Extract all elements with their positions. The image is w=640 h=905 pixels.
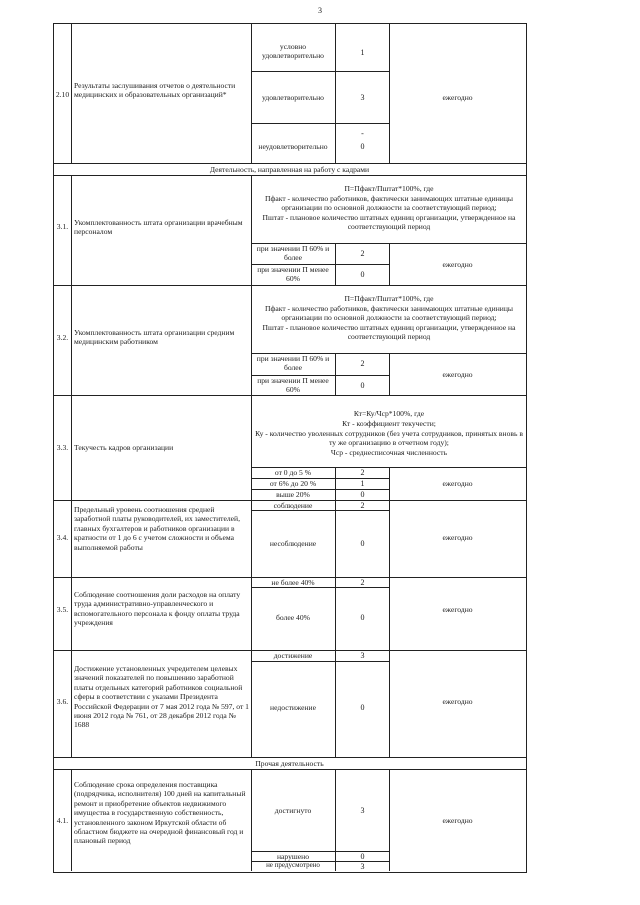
criterion-condition: от 6% до 20 % — [269, 479, 317, 488]
score-value: 0 — [360, 852, 365, 861]
criterion-name: Укомплектованность штата организации врачебным персоналом — [74, 218, 243, 237]
frequency: ежегодно — [442, 816, 473, 825]
criterion-condition: соблюдение — [273, 501, 313, 510]
frequency: ежегодно — [442, 533, 473, 542]
score-value: 2 — [360, 501, 365, 510]
criterion-condition: при значении П 60% и более — [256, 244, 330, 263]
dash-mark: - — [361, 129, 364, 138]
criterion-name: Текучесть кадров организации — [74, 443, 174, 452]
criterion-condition: не более 40% — [271, 578, 315, 587]
score-value: 3 — [360, 806, 365, 815]
criterion-condition: от 0 до 5 % — [274, 468, 312, 477]
formula: Кт=Ку/Чср*100%, где — [353, 409, 425, 418]
criterion-condition: неудовлетворительно — [258, 142, 328, 151]
row-number: 3.1. — [56, 222, 69, 231]
score-value: 2 — [360, 578, 365, 587]
score-value: 0 — [360, 490, 365, 499]
score-value: 0 — [360, 142, 365, 151]
criterion-name: Достижение установленных учредителем целевых значений показателей по повышению заработной платы отдельных категорий работников социальной сферы в соответствии с указами Президента Российской Федерации от 7 мая 2012 года № 597, от 1 июня 2012 года № 761, от 28 декабря 2012 года № 1688 — [74, 664, 249, 730]
score-value: 3 — [360, 862, 365, 871]
col-divider — [251, 769, 252, 871]
frequency: ежегодно — [442, 260, 473, 269]
score-value: 3 — [360, 93, 365, 102]
formula: П=Пфакт/Пштат*100%, где — [344, 184, 434, 193]
score-value: 1 — [360, 48, 365, 57]
score-value: 0 — [360, 381, 365, 390]
criterion-name: Укомплектованность штата организации средним медицинским работником — [74, 328, 235, 347]
criterion-name: Соблюдение срока определения поставщика (подрядчика, исполнителя) 100 дней на капитальный ремонт и приобретение объектов недвижимого имущества в государственную собственность, установленного законом Иркутской области об областном бюджете на очередной финансовый год и плановый период — [74, 780, 246, 846]
frequency: ежегодно — [442, 93, 473, 102]
subrow-divider — [251, 661, 389, 662]
formula-description: Чср - среднесписочная численность — [330, 448, 448, 457]
score-value: 0 — [360, 539, 365, 548]
criterion-condition: при значении П менее 60% — [257, 376, 329, 395]
score-value: 0 — [360, 703, 365, 712]
criterion-condition: выше 20% — [276, 490, 310, 499]
criterion-condition: удовлетворительно — [262, 93, 324, 102]
criterion-condition: достижение — [273, 651, 313, 660]
formula-description: Пштат - плановое количество штатных единиц организации, утвержденное на соответствующий период — [262, 323, 516, 342]
col-divider — [71, 24, 72, 163]
row-number: 2.10 — [55, 90, 70, 99]
section-header: Прочая деятельность — [255, 759, 324, 768]
criterion-condition: условно удовлетворительно — [262, 42, 324, 61]
page-number: 3 — [318, 6, 322, 15]
score-value: 0 — [360, 270, 365, 279]
subrow-divider — [251, 123, 389, 124]
row-divider — [53, 769, 526, 770]
formula-description: Пштат - плановое количество штатных единиц организации, утвержденное на соответствующий период — [262, 213, 516, 232]
row-divider — [53, 175, 526, 176]
formula-description: Кт - коэффициент текучести; — [342, 419, 436, 428]
score-value: 3 — [360, 651, 365, 660]
criterion-condition: недостижение — [270, 703, 316, 712]
row-number: 3.2. — [56, 333, 69, 342]
col-divider — [71, 769, 72, 871]
formula: П=Пфакт/Пштат*100%, где — [344, 294, 434, 303]
col-divider — [335, 467, 336, 757]
frequency: ежегодно — [442, 697, 473, 706]
criterion-condition: не предусмотрено — [266, 861, 320, 869]
subrow-divider — [251, 71, 389, 72]
col-divider — [251, 175, 252, 757]
frequency: ежегодно — [442, 605, 473, 614]
score-value: 1 — [360, 479, 365, 488]
row-divider — [53, 757, 526, 758]
score-value: 0 — [360, 613, 365, 622]
row-number: 3.6. — [56, 697, 69, 706]
row-divider — [53, 395, 526, 396]
score-value: 2 — [360, 468, 365, 477]
criterion-name: Соблюдение соотношения доли расходов на оплату труда административно-управленческого и вспомогательного персонала к фонду оплаты труда учреждения — [74, 590, 241, 628]
row-divider — [53, 163, 526, 164]
col-divider — [71, 175, 72, 757]
criterion-condition: при значении П 60% и более — [256, 354, 330, 373]
row-number: 3.3. — [56, 443, 69, 452]
formula-description: Ку - количество уволенных сотрудников (без учета сотрудников, принятых вновь в ту же организацию в отчетном году); — [255, 429, 523, 448]
score-value: 2 — [360, 359, 365, 368]
frequency: ежегодно — [442, 479, 473, 488]
score-value: 2 — [360, 249, 365, 258]
criterion-condition: более 40% — [276, 613, 310, 622]
formula-description: Пфакт - количество работников, фактически занимающих штатные единицы организации по основной должности за соответствующий период; — [264, 194, 514, 213]
criterion-name: Предельный уровень соотношения средней заработной платы руководителей, их заместителей, главных бухгалтеров и работников организации в кратности от 1 до 6 с учетом сложности и объема выполняемой работы — [74, 505, 240, 552]
frequency: ежегодно — [442, 370, 473, 379]
criterion-condition: нарушено — [276, 852, 309, 861]
criterion-condition: несоблюдение — [269, 539, 317, 548]
row-number: 4.1. — [56, 816, 69, 825]
row-divider — [53, 285, 526, 286]
section-header: Деятельность, направленная на работу с кадрами — [209, 165, 370, 174]
criterion-condition: достигнуто — [274, 806, 312, 815]
row-number: 3.4. — [56, 533, 69, 542]
criterion-condition: при значении П менее 60% — [257, 265, 329, 284]
formula-description: Пфакт - количество работников, фактически занимающих штатные единицы организации по основной должности за соответствующий период; — [264, 304, 514, 323]
criterion-name: Результаты заслушивания отчетов о деятельности медицинских и образовательных организаций* — [74, 81, 236, 100]
col-divider — [251, 24, 252, 163]
row-number: 3.5. — [56, 605, 69, 614]
